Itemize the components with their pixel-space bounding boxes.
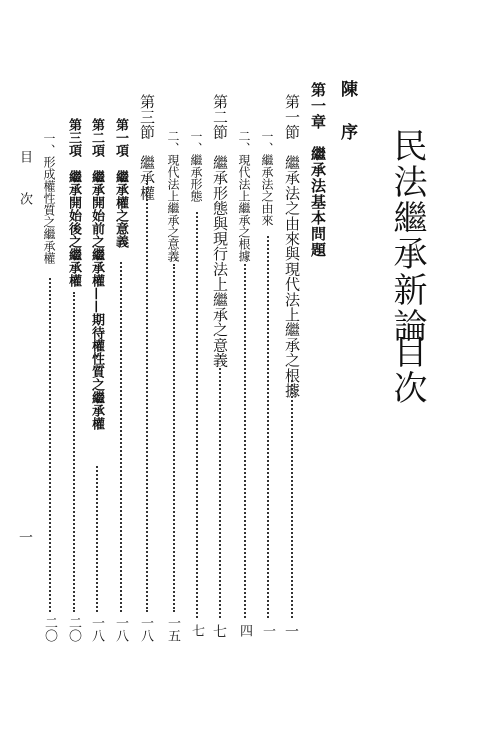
toc-section-1: 第一節 繼承法之由來與現代法上繼承之根據 (283, 94, 301, 398)
toc-page-number: 四 (237, 624, 252, 637)
toc-item-3-3: 第三項 繼承開始後之繼承權 (66, 118, 81, 287)
toc-label: 目次 (387, 334, 427, 406)
toc-page-number: 一八 (113, 616, 128, 642)
toc-page-number: 一八 (138, 616, 153, 642)
toc-leader (291, 380, 293, 618)
toc-leader (120, 262, 122, 612)
toc-leader (267, 236, 269, 618)
folio-label: 目 次 (17, 150, 32, 213)
toc-page-number: 一 (260, 624, 275, 637)
preface-entry: 陳 序 (337, 80, 357, 150)
chapter-1-title: 第一章 繼承法基本問題 (309, 82, 327, 258)
toc-page-number: 七 (189, 624, 204, 637)
toc-item-2-1: 一、繼承形態 (189, 130, 203, 202)
toc-page-number: 一八 (89, 616, 104, 642)
toc-page-number: 二〇 (66, 616, 81, 642)
toc-leader (73, 292, 75, 612)
toc-leader (49, 278, 51, 612)
toc-leader (146, 180, 148, 612)
toc-leader (96, 466, 98, 612)
toc-section-3: 第三節 繼承權 (138, 94, 156, 201)
toc-page-number: 七 (211, 624, 227, 638)
toc-item-1-1: 一、繼承法之由來 (260, 130, 274, 226)
book-title: 民法繼承新論 (387, 128, 427, 344)
toc-leader (196, 212, 198, 618)
toc-leader (219, 368, 221, 618)
toc-item-3-2: 第二項 繼承開始前之繼承權——期待權性質之繼承權 (89, 118, 104, 430)
toc-page-number: 一 (283, 624, 299, 638)
toc-item-3-1: 第一項 繼承權之意義 (113, 118, 128, 248)
toc-page-number: 一五 (165, 616, 180, 642)
toc-section-2: 第二節 繼承形態與現行法上繼承之意義 (211, 94, 229, 368)
toc-item-2-2: 二、現代法上繼承之意義 (166, 130, 180, 262)
toc-leader (173, 264, 175, 612)
toc-leader (244, 264, 246, 618)
toc-page-number: 二〇 (42, 616, 57, 642)
folio-page-number: 一 (17, 530, 33, 544)
toc-item-3-3-1: 一、形成權性質之繼承權 (42, 132, 56, 264)
toc-item-1-2: 二、現代法上繼承之根據 (237, 130, 251, 262)
